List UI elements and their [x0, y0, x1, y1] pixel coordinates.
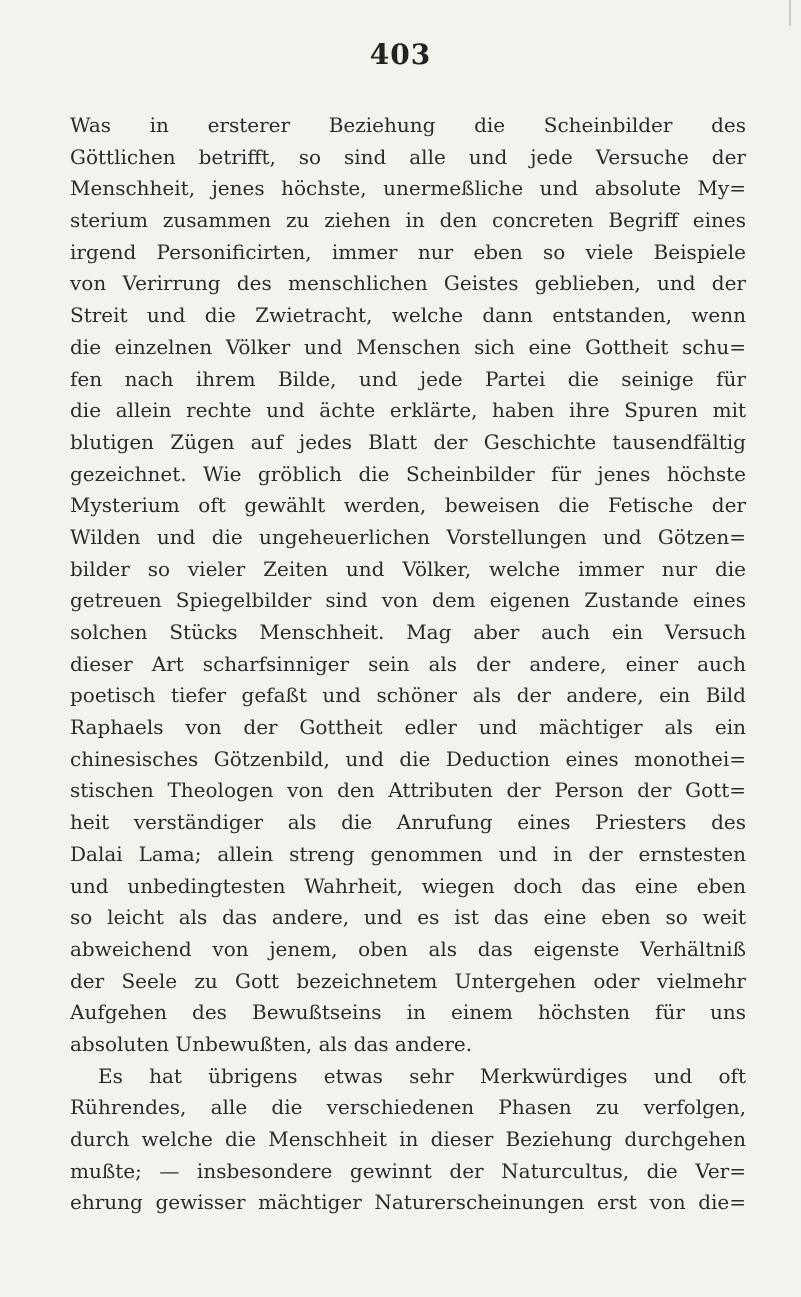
text-line: solchen Stücks Menschheit. Mag aber auch ein Versuch — [70, 620, 746, 644]
text-line: Was in ersterer Beziehung die Scheinbilder des — [70, 113, 746, 137]
text-line: abweichend von jenem, oben als das eigenste Verhältniß — [70, 936, 746, 961]
text-line: Mysterium oft gewählt werden, beweisen die Fetische der — [70, 493, 746, 518]
text-line: chinesisches Götzenbild, und die Deduction eines monothei= — [70, 746, 746, 771]
text-line: die allein rechte und ächte erklärte, haben ihre Spuren mit — [70, 398, 746, 423]
text-line: Dalai Lama; allein streng genommen und in der ernstesten — [70, 841, 746, 866]
body-text — [70, 110, 746, 1219]
text-line: sterium zusammen zu ziehen in den concreten Begriff eines — [70, 208, 746, 233]
text-line: fen nach ihrem Bilde, und jede Partei die seinige für — [70, 366, 746, 391]
text-line: ehrung gewisser mächtiger Naturerscheinungen erst von die= — [70, 1190, 746, 1215]
text-line: die einzelnen Völker und Menschen sich eine Gottheit schu= — [70, 334, 746, 359]
text-line: mußte; — insbesondere gewinnt der Naturcultus, die Ver= — [70, 1158, 746, 1183]
text-line: der Seele zu Gott bezeichnetem Untergehen oder vielmehr — [70, 968, 746, 993]
text-line: gezeichnet. Wie gröblich die Scheinbilder für jenes höchste — [70, 461, 746, 486]
text-line: Es hat übrigens etwas sehr Merkwürdiges und oft — [98, 1063, 746, 1088]
text-line: heit verständiger als die Anrufung eines Priesters des — [70, 810, 746, 835]
text-line: Wilden und die ungeheuerlichen Vorstellungen und Götzen= — [70, 524, 746, 549]
text-line: stischen Theologen von den Attributen der Person der Gott= — [70, 778, 746, 803]
text-line: absoluten Unbewußten, als das andere. — [70, 1031, 473, 1056]
text-line: von Verirrung des menschlichen Geistes geblieben, und der — [70, 271, 746, 296]
text-line: so leicht als das andere, und es ist das eine eben so weit — [70, 905, 746, 930]
text-line: Göttlichen betrifft, so sind alle und jede Versuche der — [70, 144, 746, 169]
text-line: poetisch tiefer gefaßt und schöner als der andere, ein Bild — [70, 683, 746, 708]
page-edge-mark — [789, 0, 791, 26]
text-line: getreuen Spiegelbilder sind von dem eigenen Zustande eines — [70, 588, 746, 613]
text-line: blutigen Zügen auf jedes Blatt der Geschichte tausendfältig — [70, 429, 746, 454]
text-line: und unbedingtesten Wahrheit, wiegen doch das eine eben — [70, 873, 746, 898]
text-line: Raphaels von der Gottheit edler und mächtiger als ein — [70, 715, 746, 740]
text-line: irgend Personificirten, immer nur eben so viele Beispiele — [70, 239, 746, 264]
text-line: Menschheit, jenes höchste, unermeßliche und absolute My= — [70, 176, 746, 201]
text-line: Aufgehen des Bewußtseins in einem höchsten für uns — [70, 1000, 746, 1025]
text-line: Streit und die Zwietracht, welche dann entstanden, wenn — [70, 303, 746, 328]
page-number: 403 — [369, 38, 432, 71]
text-line: bilder so vieler Zeiten und Völker, welche immer nur die — [70, 556, 746, 581]
text-line: Rührendes, alle die verschiedenen Phasen zu verfolgen, — [70, 1095, 746, 1120]
text-line: durch welche die Menschheit in dieser Beziehung durchgehen — [70, 1127, 746, 1151]
text-line: dieser Art scharfsinniger sein als der andere, einer auch — [70, 651, 746, 676]
